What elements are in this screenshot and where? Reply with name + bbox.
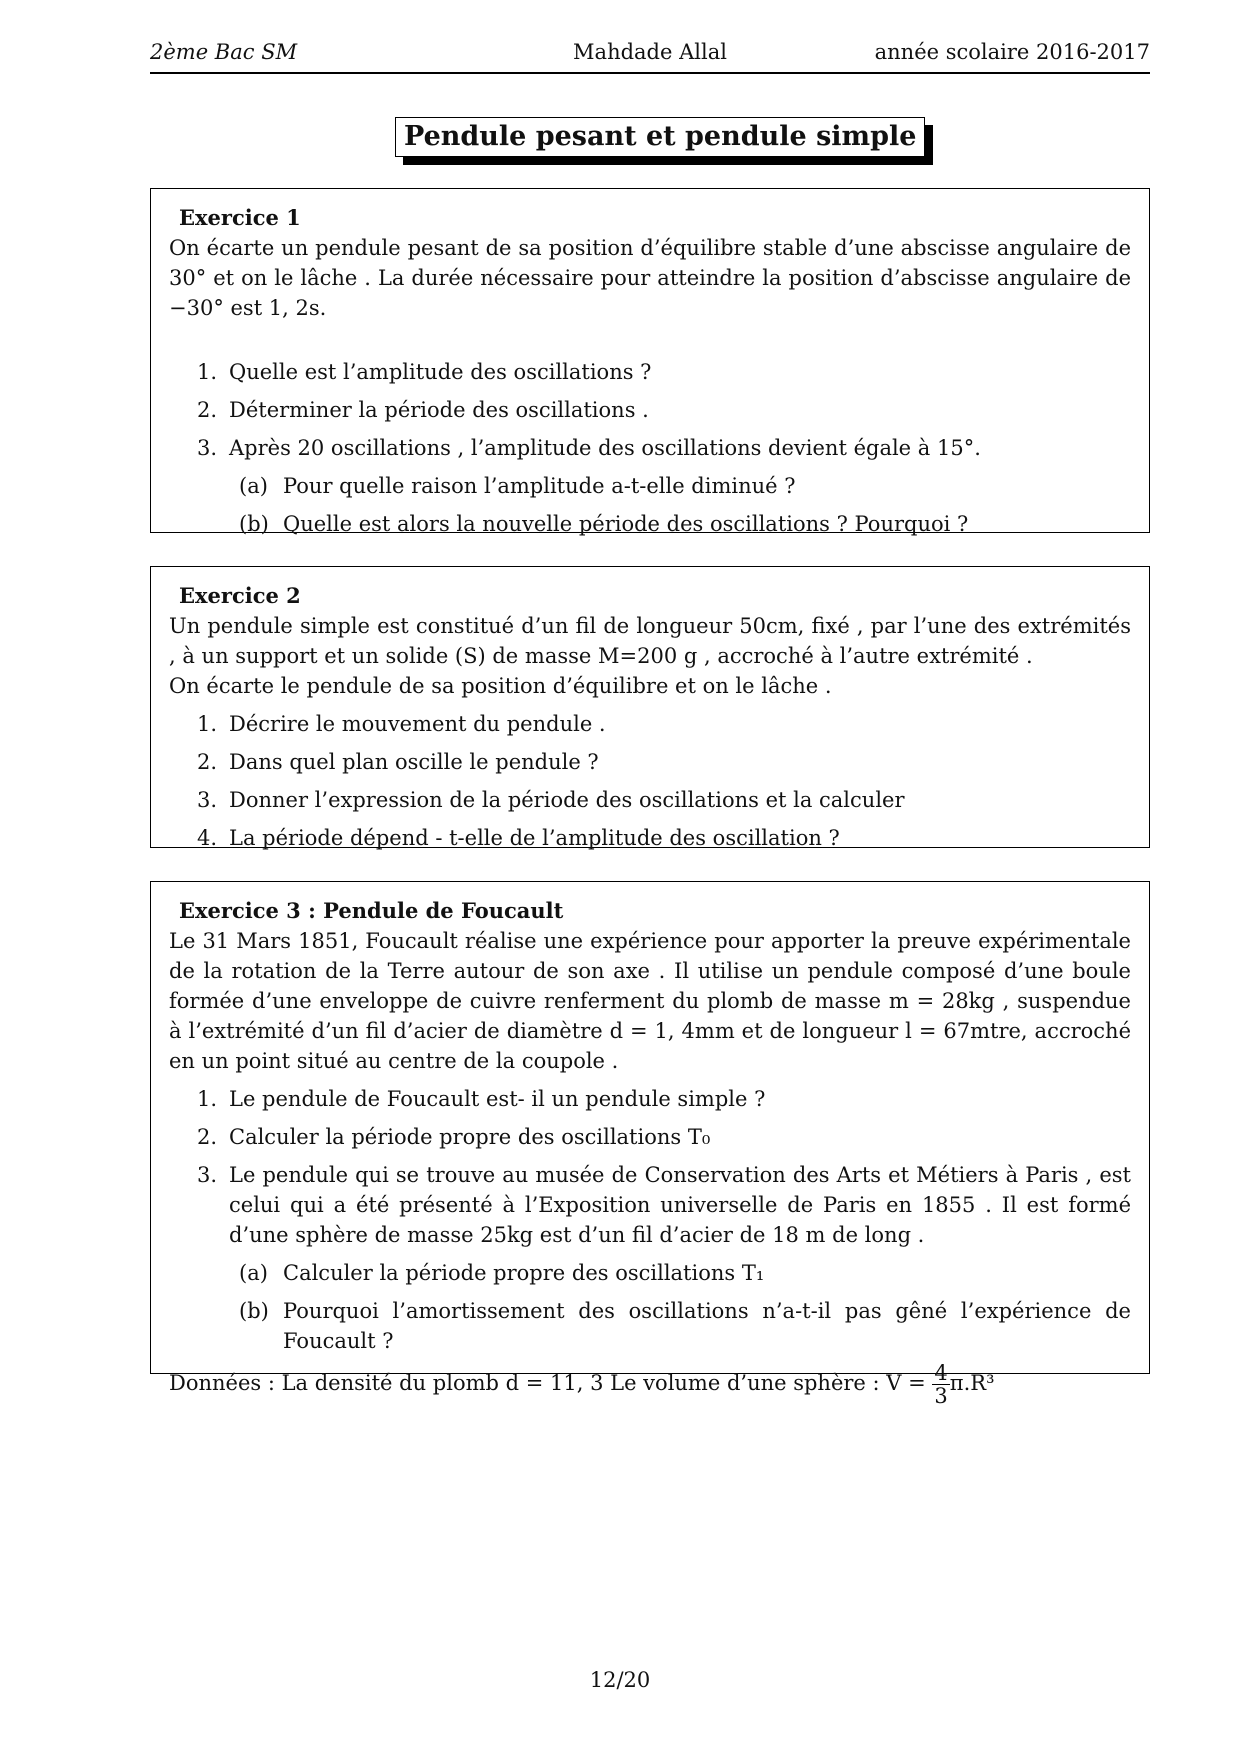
list-item: 2. Dans quel plan oscille le pendule ? bbox=[197, 747, 1131, 777]
list-item: (b) Quelle est alors la nouvelle période des oscillations ? Pourquoi ? bbox=[239, 509, 1131, 539]
ex3-q2: Calculer la période propre des oscillations T₀ bbox=[229, 1125, 711, 1149]
list-item: 3. Le pendule qui se trouve au musée de Conservation des Arts et Métiers à Paris , est celui qui a été présenté à l’Exposition universelle de Paris en 1855 . Il est formé d’une sphère de masse 25kg est d’un fil d’acier de 18 m de long . bbox=[197, 1160, 1131, 1250]
exercise-3-box bbox=[150, 881, 1150, 1408]
fraction-denominator: 3 bbox=[934, 1384, 948, 1408]
exercise-2-questions bbox=[169, 709, 1131, 853]
list-item: 4. La période dépend - t-elle de l’amplitude des oscillation ? bbox=[197, 823, 1131, 853]
exercise-1-intro: On écarte un pendule pesant de sa position d’équilibre stable d’une abscisse angulaire de 30° et on le lâche . La durée nécessaire pour atteindre la position d’abscisse angulaire de −30° est 1, 2s. bbox=[169, 236, 1131, 320]
ex3-q1: Le pendule de Foucault est- il un pendule simple ? bbox=[229, 1087, 766, 1111]
list-item: 3. Donner l’expression de la période des oscillations et la calculer bbox=[197, 785, 1131, 815]
list-item: 3. Après 20 oscillations , l’amplitude des oscillations devient égale à 15°. bbox=[197, 433, 1131, 463]
ex2-q1: Décrire le mouvement du pendule . bbox=[229, 712, 606, 736]
header-class: 2ème Bac SM bbox=[150, 40, 298, 64]
page-title: Pendule pesant et pendule simple bbox=[395, 117, 925, 157]
exercise-3-title: Exercice 3 : Pendule de Foucault bbox=[179, 898, 564, 923]
ex3-q3b: Pourquoi l’amortissement des oscillations n’a-t-il pas gêné l’expérience de Foucault ? bbox=[283, 1299, 1131, 1353]
exercise-2-intro: Un pendule simple est constitué d’un fil de longueur 50cm, fixé , par l’une des extrémités , à un support et un solide (S) de masse M=200 g , accroché à l’autre extrémité . bbox=[169, 614, 1131, 668]
data-text: Données : La densité du plomb d = 11, 3 Le volume d’une sphère : V = bbox=[169, 1371, 926, 1395]
list-item: (a) Pour quelle raison l’amplitude a-t-elle diminué ? bbox=[239, 471, 1131, 501]
exercise-1-box bbox=[150, 188, 1150, 536]
ex1-q3a: Pour quelle raison l’amplitude a-t-elle diminué ? bbox=[283, 474, 796, 498]
list-item: 2. Calculer la période propre des oscillations T₀ bbox=[197, 1122, 1131, 1152]
list-item: (b) Pourquoi l’amortissement des oscillations n’a-t-il pas gêné l’expérience de Foucault ? bbox=[239, 1296, 1131, 1356]
ex3-q3: Le pendule qui se trouve au musée de Conservation des Arts et Métiers à Paris , est celui qui a été présenté à l’Exposition universelle de Paris en 1855 . Il est formé d’une sphère de masse 25kg est d’un fil d’acier de 18 m de long . bbox=[229, 1163, 1131, 1247]
header-author: Mahdade Allal bbox=[573, 40, 727, 64]
exercise-3-data bbox=[169, 1362, 1131, 1407]
volume-fraction bbox=[932, 1362, 949, 1407]
formula-tail: π.R³ bbox=[949, 1371, 995, 1395]
ex1-q3: Après 20 oscillations , l’amplitude des oscillations devient égale à 15°. bbox=[229, 436, 981, 460]
list-item: 1. Quelle est l’amplitude des oscillations ? bbox=[197, 357, 1131, 387]
ex1-q1: Quelle est l’amplitude des oscillations ? bbox=[229, 360, 652, 384]
list-item: 1. Le pendule de Foucault est- il un pendule simple ? bbox=[197, 1084, 1131, 1114]
exercise-1-questions bbox=[169, 357, 1131, 539]
ex2-q2: Dans quel plan oscille le pendule ? bbox=[229, 750, 599, 774]
title-wrap bbox=[395, 117, 925, 157]
exercise-3-intro: Le 31 Mars 1851, Foucault réalise une expérience pour apporter la preuve expérimentale de la rotation de la Terre autour de son axe . Il utilise un pendule composé d’une boule formée d’une enveloppe de cuivre renferment du plomb de masse m = 28kg , suspendue à l’extrémité d’un fil d’acier de diamètre d = 1, 4mm et de longueur l = 67mtre, accroché en un point situé au centre de la coupole . bbox=[169, 929, 1131, 1073]
exercise-2-box bbox=[150, 566, 1150, 848]
exercise-3-questions bbox=[169, 1084, 1131, 1356]
ex1-q3b: Quelle est alors la nouvelle période des oscillations ? Pourquoi ? bbox=[283, 512, 969, 536]
ex3-q3a: Calculer la période propre des oscillations T₁ bbox=[283, 1261, 765, 1285]
fraction-numerator: 4 bbox=[934, 1361, 948, 1385]
list-item: 2. Déterminer la période des oscillations . bbox=[197, 395, 1131, 425]
list-item: (a) Calculer la période propre des oscillations T₁ bbox=[239, 1258, 1131, 1288]
page-header bbox=[150, 40, 1150, 74]
exercise-2-intro-2: On écarte le pendule de sa position d’équilibre et on le lâche . bbox=[169, 674, 832, 698]
list-item: 1. Décrire le mouvement du pendule . bbox=[197, 709, 1131, 739]
ex2-q4: La période dépend - t-elle de l’amplitude des oscillation ? bbox=[229, 826, 840, 850]
page-number: 12/20 bbox=[589, 1668, 651, 1692]
ex1-q2: Déterminer la période des oscillations . bbox=[229, 398, 649, 422]
exercise-2-title: Exercice 2 bbox=[179, 583, 301, 608]
header-year: année scolaire 2016-2017 bbox=[874, 40, 1150, 64]
ex2-q3: Donner l’expression de la période des oscillations et la calculer bbox=[229, 788, 905, 812]
exercise-1-title: Exercice 1 bbox=[179, 205, 301, 230]
